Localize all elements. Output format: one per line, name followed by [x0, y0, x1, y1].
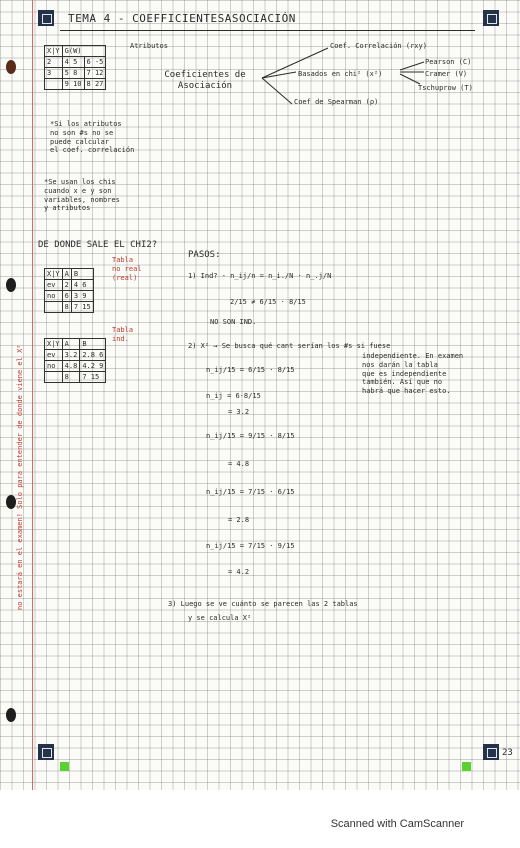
green-marker-icon	[60, 762, 69, 771]
corner-marker-icon	[38, 10, 54, 26]
table-cell: ev	[45, 350, 63, 361]
spearman-label: Coef de Spearman (ρ)	[294, 98, 379, 106]
coef-asociacion-label: Coeficientes de Asociación	[164, 70, 246, 92]
footer-text: Scanned with CamScanner	[330, 818, 464, 830]
step-1-result: NO SON IND.	[210, 318, 257, 326]
note-line: no son #s no se	[50, 128, 114, 137]
table-cell: 6	[62, 291, 71, 302]
calc-1c: = 3.2	[228, 408, 250, 416]
calc-3: n_ij/15 = 7/15 · 6/15	[206, 488, 295, 496]
table-cell: 5 8	[62, 68, 84, 79]
note-line: el coef. correlación	[50, 146, 135, 155]
note-line: y atributos	[44, 204, 91, 213]
table-independent-label	[112, 326, 133, 344]
step-2-text	[362, 352, 463, 396]
table-cell: ev	[45, 280, 63, 291]
page-number: 23	[502, 748, 513, 758]
table-cell	[45, 372, 63, 383]
table-cell: 4.2 9	[80, 361, 106, 372]
table-cell: 7 12	[84, 68, 106, 79]
note-line: *Se usan los chis	[44, 178, 116, 186]
label-line: no real	[112, 264, 142, 273]
table-cell: 4.8	[62, 361, 80, 372]
margin-line	[32, 0, 33, 790]
table-cell: 2	[45, 57, 63, 68]
table-cell: 3.2	[62, 350, 80, 361]
table-cell: 2.8 6	[80, 350, 106, 361]
table-header-cell: B	[80, 339, 106, 350]
table-cell: 7 15	[80, 372, 106, 383]
calc-3b: = 2.8	[228, 516, 250, 524]
table-real	[44, 268, 94, 313]
table-header-cell: A	[62, 269, 71, 280]
note-1	[50, 120, 134, 155]
binder-hole-icon	[6, 278, 16, 292]
corner-marker-icon	[38, 744, 54, 760]
table-independent	[44, 338, 106, 383]
table-header-cell: G(W)	[62, 46, 106, 57]
binder-hole-icon	[6, 60, 16, 74]
calc-2: n_ij/15 = 9/15 · 8/15	[206, 432, 295, 440]
binder-hole-icon	[6, 495, 16, 509]
green-marker-icon	[462, 762, 471, 771]
page-title: TEMA 4 - COEFFICIENTESASOCIACIÓN	[68, 12, 296, 25]
calc-1: n_ij/15 = 6/15 · 8/15	[206, 366, 295, 374]
note-line: *Si los atributos	[50, 120, 122, 128]
table-cell: 8	[62, 302, 71, 313]
label-line: (real)	[112, 273, 138, 282]
corner-marker-icon	[483, 744, 499, 760]
step-1: 1) Ind? - n_ij/n = n_i./N · n_.j/N	[188, 272, 332, 280]
table-attributes	[44, 45, 106, 90]
basados-chi-label: Basados en chi² (x²)	[298, 70, 383, 78]
binder-hole-icon	[6, 708, 16, 722]
pasos-title: PASOS:	[188, 250, 221, 260]
table-header-cell: X|Y	[45, 269, 63, 280]
table-cell: 2	[62, 280, 71, 291]
label-line: Tabla	[112, 326, 134, 334]
calc-4b: = 4.2	[228, 568, 250, 576]
table-cell: 3 9	[71, 291, 93, 302]
text-line: nos darán la tabla	[362, 360, 438, 369]
table-header-cell: B	[71, 269, 93, 280]
text-line: que es independiente	[362, 369, 447, 378]
table-header-cell: X|Y	[45, 339, 63, 350]
note-line: variables, nombres	[44, 195, 120, 204]
table-cell: 8 27	[84, 79, 106, 90]
calc-4: n_ij/15 = 7/15 · 9/15	[206, 542, 295, 550]
text-line: también. Así que no	[362, 378, 443, 387]
pearson-label: Pearson (C)	[425, 58, 472, 66]
corner-marker-icon	[483, 10, 499, 26]
table-cell: 9 10	[62, 79, 84, 90]
table-cell	[45, 79, 63, 90]
table-cell: 8	[62, 372, 80, 383]
table-cell: no	[45, 291, 63, 302]
table-cell: 7 15	[71, 302, 93, 313]
table-cell: 3	[45, 68, 63, 79]
margin-note: no estará en el examen! Solo para entender de donde viene el X²	[16, 344, 24, 610]
note-line: puede calcular	[50, 137, 110, 146]
table-cell: no	[45, 361, 63, 372]
table-cell: 6 -5	[84, 57, 106, 68]
cramer-label: Cramer (V)	[425, 70, 468, 78]
tree-arrows	[260, 40, 430, 110]
table-header-cell: A	[62, 339, 80, 350]
calc-1b: n_ij = 6·8/15	[206, 392, 261, 400]
table-header-cell: X|Y	[45, 46, 63, 57]
table-cell: 4 5	[62, 57, 84, 68]
text-line: independiente. En examen	[362, 352, 464, 360]
tschuprow-label: Tschuprow (T)	[418, 84, 473, 92]
label-line: ind.	[112, 334, 129, 343]
step-3b: y se calcula X²	[188, 614, 252, 622]
step-3: 3) Luego se ve cuánto se parecen las 2 tablas	[168, 600, 358, 608]
attributes-label: Atributos	[130, 42, 168, 50]
step-2: 2) X² → Se busca qué cant serían los #s si fuese	[188, 342, 391, 350]
title-underline	[60, 30, 475, 31]
note-line: cuando x e y son	[44, 186, 112, 195]
table-cell: 4 6	[71, 280, 93, 291]
coef-correlacion-label: Coef. Correlación (rxy)	[330, 42, 427, 50]
table-real-label	[112, 256, 142, 282]
text-line: habrá que hacer esto.	[362, 387, 451, 395]
step-1-calc: 2/15 ≠ 6/15 · 8/15	[230, 298, 306, 306]
label-line: Tabla	[112, 256, 134, 264]
note-2	[44, 178, 120, 213]
calc-2b: = 4.8	[228, 460, 250, 468]
table-cell	[45, 302, 63, 313]
section-heading: DE DONDE SALE EL CHI2?	[38, 240, 158, 250]
scanner-footer	[0, 818, 520, 830]
